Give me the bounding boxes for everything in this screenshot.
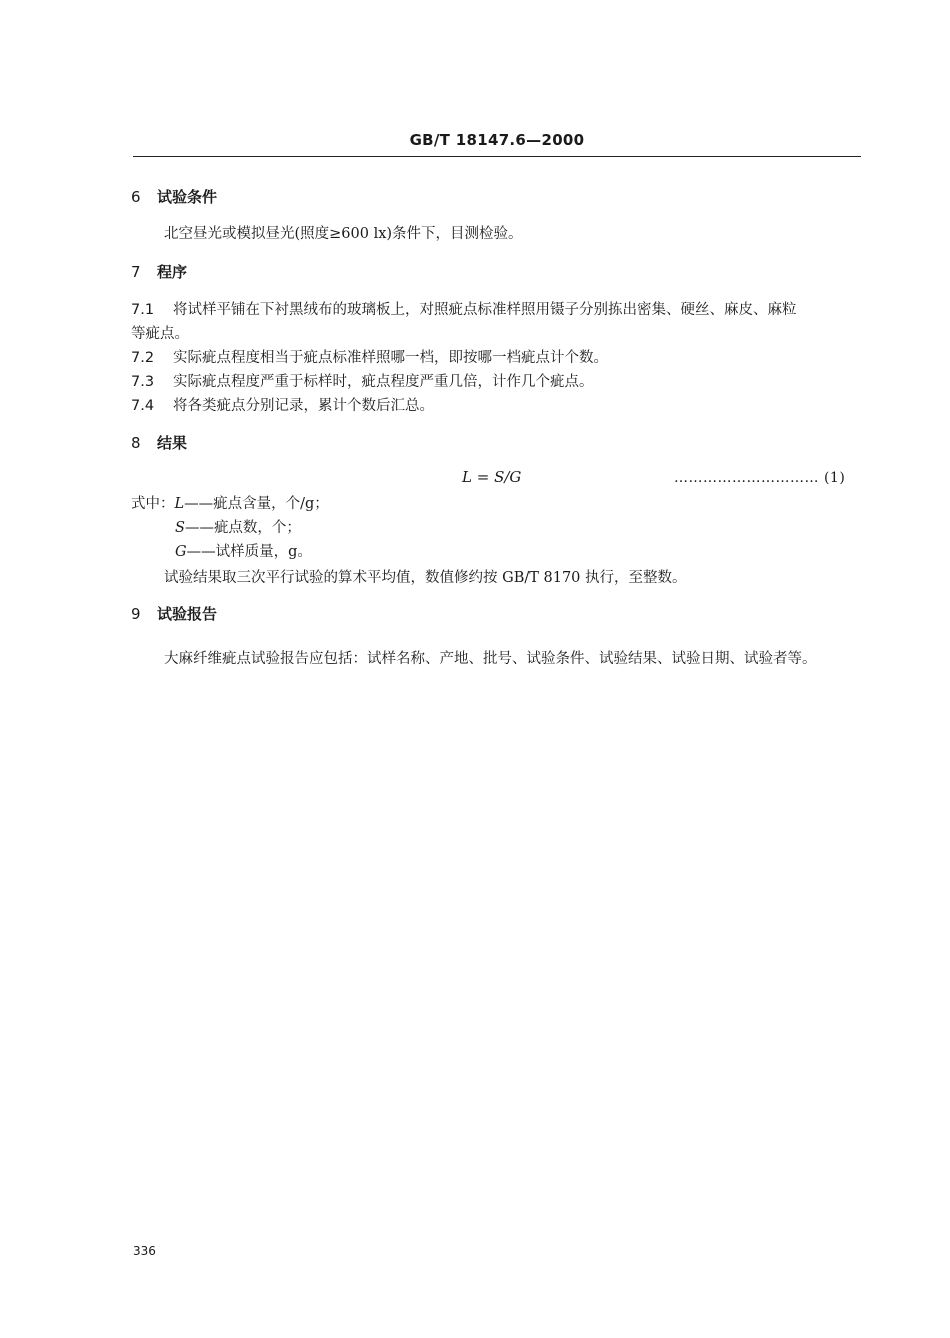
variable-symbol: G — [175, 544, 187, 560]
clause-7-1 — [131, 298, 861, 346]
result-note: 试验结果取三次平行试验的算术平均值，数值修约按 GB/T 8170 执行，至整数。 — [164, 570, 687, 586]
section-8-heading — [131, 432, 187, 453]
section-title: 结果 — [157, 434, 188, 452]
formula: L = S/G — [462, 468, 522, 486]
clause-text: 实际疵点程度严重于标样时，疵点程度严重几倍，计作几个疵点。 — [173, 374, 594, 390]
section-6-text: 北空昼光或模拟昼光(照度≥600 lx)条件下，目测检验。 — [164, 226, 523, 242]
clause-text: 将试样平铺在下衬黑绒布的玻璃板上，对照疵点标准样照用镊子分别拣出密集、硬丝、麻皮、麻粒 — [173, 302, 797, 318]
standard-code-header: GB/T 18147.6—2000 — [409, 131, 585, 149]
variable-description: ——疵点含量，个/g； — [184, 496, 329, 512]
clause-text: 将各类疵点分别记录，累计个数后汇总。 — [173, 398, 434, 414]
equation-number: ………………………… (1) — [674, 470, 846, 486]
section-number: 6 — [131, 188, 141, 206]
clause-7-3 — [131, 370, 861, 394]
clause-number: 7.4 — [131, 398, 155, 414]
page-number: 336 — [133, 1244, 156, 1258]
section-number: 9 — [131, 605, 141, 623]
variable-symbol: S — [175, 520, 185, 536]
section-7-heading — [131, 261, 187, 282]
clause-text: 实际疵点程度相当于疵点标准样照哪一档，即按哪一档疵点计个数。 — [173, 350, 608, 366]
clause-7-4 — [131, 394, 861, 418]
section-number: 7 — [131, 263, 141, 281]
clause-7-2 — [131, 346, 861, 370]
section-title: 试验条件 — [157, 188, 218, 206]
variable-symbol: L — [174, 496, 185, 512]
clause-number: 7.2 — [131, 350, 155, 366]
where-line-g — [175, 540, 312, 564]
variable-description: ——试样质量，g。 — [186, 544, 312, 560]
clause-number: 7.1 — [131, 302, 155, 318]
where-label: 式中： — [131, 496, 175, 512]
section-title: 试验报告 — [157, 605, 218, 623]
where-line-s — [175, 516, 301, 540]
variable-description: ——疵点数，个； — [184, 520, 301, 536]
clause-number: 7.3 — [131, 374, 155, 390]
section-6-heading — [131, 186, 217, 207]
section-number: 8 — [131, 434, 141, 452]
section-9-heading — [131, 603, 217, 624]
clause-text-continued: 等疵点。 — [131, 326, 189, 342]
section-title: 程序 — [157, 263, 188, 281]
header-rule — [133, 156, 861, 157]
where-line-l — [131, 492, 329, 516]
section-9-text: 大麻纤维疵点试验报告应包括：试样名称、产地、批号、试验条件、试验结果、试验日期、试验者等。 — [164, 651, 817, 667]
